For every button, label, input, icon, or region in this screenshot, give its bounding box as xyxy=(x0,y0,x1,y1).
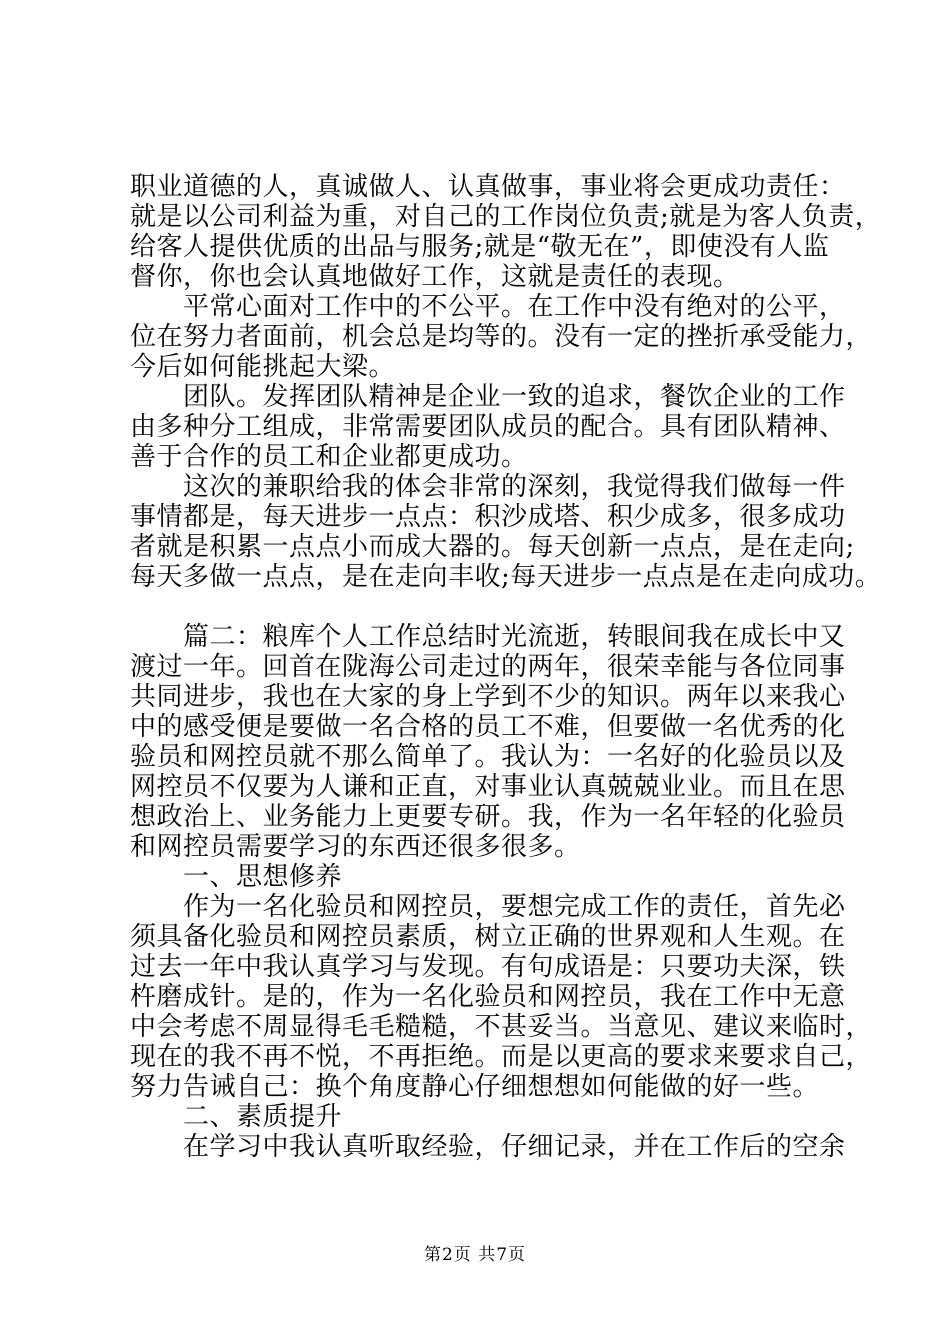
text-line: 中的感受便是要做一名合格的员工不难，但要做一名优秀的化 xyxy=(130,712,846,742)
text-line: 作为一名化验员和网控员，要想完成工作的责任，首先必 xyxy=(130,892,846,922)
text-line: 须具备化验员和网控员素质，树立正确的世界观和人生观。在 xyxy=(130,922,846,952)
paragraph-teamwork xyxy=(130,382,846,472)
text-line: 团队。发挥团队精神是企业一致的追求，餐饮企业的工作 xyxy=(130,382,846,412)
paragraph-quality xyxy=(130,1132,846,1162)
page-footer: 第2页 共7页 xyxy=(423,1245,527,1265)
text-line: 者就是积累一点点小而成大器的。每天创新一点点，是在走向; xyxy=(130,532,855,562)
paragraph-part-two-intro xyxy=(130,622,846,862)
text-line: 就是以公司利益为重，对自己的工作岗位负责;就是为客人负责， xyxy=(130,202,882,232)
text-line: 想政治上、业务能力上更要专研。我，作为一名年轻的化验员 xyxy=(130,802,846,832)
section-heading-quality xyxy=(130,1102,830,1132)
section-heading: 二、素质提升 xyxy=(130,1102,343,1132)
text-line: 给客人提供优质的出品与服务;就是“敬无在”，即使没有人监 xyxy=(130,232,830,262)
text-line: 努力告诫自己：换个角度静心仔细想想如何能做的好一些。 xyxy=(130,1072,820,1102)
text-line: 督你，你也会认真地做好工作，这就是责任的表现。 xyxy=(130,262,740,292)
text-line: 每天多做一点点，是在走向丰收;每天进步一点点是在走向成功。 xyxy=(130,562,882,592)
section-heading-thought xyxy=(130,862,830,892)
text-line: 事情都是，每天进步一点点：积沙成塔、积少成多，很多成功 xyxy=(130,502,846,532)
paragraph-spacer xyxy=(130,592,830,622)
text-line: 今后如何能挑起大梁。 xyxy=(130,352,396,382)
text-line: 共同进步，我也在大家的身上学到不少的知识。两年以来我心 xyxy=(130,682,846,712)
section-heading: 一、思想修养 xyxy=(130,862,343,892)
text-line: 善于合作的员工和企业都更成功。 xyxy=(130,442,528,472)
text-line: 杵磨成针。是的，作为一名化验员和网控员，我在工作中无意 xyxy=(130,982,846,1012)
text-line: 这次的兼职给我的体会非常的深刻，我觉得我们做每一件 xyxy=(130,472,846,502)
text-line: 在学习中我认真听取经验，仔细记录，并在工作后的空余 xyxy=(130,1132,846,1162)
paragraph-thought xyxy=(130,892,873,1102)
text-line: 验员和网控员就不那么简单了。我认为：一名好的化验员以及 xyxy=(130,742,846,772)
text-line: 篇二：粮库个人工作总结时光流逝，转眼间我在成长中又 xyxy=(130,622,846,652)
text-line: 网控员不仅要为人谦和正直，对事业认真兢兢业业。而且在思 xyxy=(130,772,846,802)
paragraph-experience xyxy=(130,472,882,592)
text-line: 和网控员需要学习的东西还很多很多。 xyxy=(130,832,581,862)
text-line: 由多种分工组成，非常需要团队成员的配合。具有团队精神、 xyxy=(130,412,846,442)
text-line: 渡过一年。回首在陇海公司走过的两年，很荣幸能与各位同事 xyxy=(130,652,846,682)
paragraph-responsibility xyxy=(130,172,882,292)
text-line: 中会考虑不周显得毛毛糙糙，不甚妥当。当意见、建议来临时， xyxy=(130,1012,873,1042)
text-line: 过去一年中我认真学习与发现。有句成语是：只要功夫深，铁 xyxy=(130,952,846,982)
text-line: 现在的我不再不悦，不再拒绝。而是以更高的要求来要求自己， xyxy=(130,1042,873,1072)
paragraph-fairness xyxy=(130,292,873,382)
text-line: 职业道德的人，真诚做人、认真做事，事业将会更成功责任： xyxy=(130,172,846,202)
text-line: 平常心面对工作中的不公平。在工作中没有绝对的公平， xyxy=(130,292,846,322)
document-body xyxy=(130,172,882,1162)
text-line: 位在努力者面前，机会总是均等的。没有一定的挫折承受能力， xyxy=(130,322,873,352)
